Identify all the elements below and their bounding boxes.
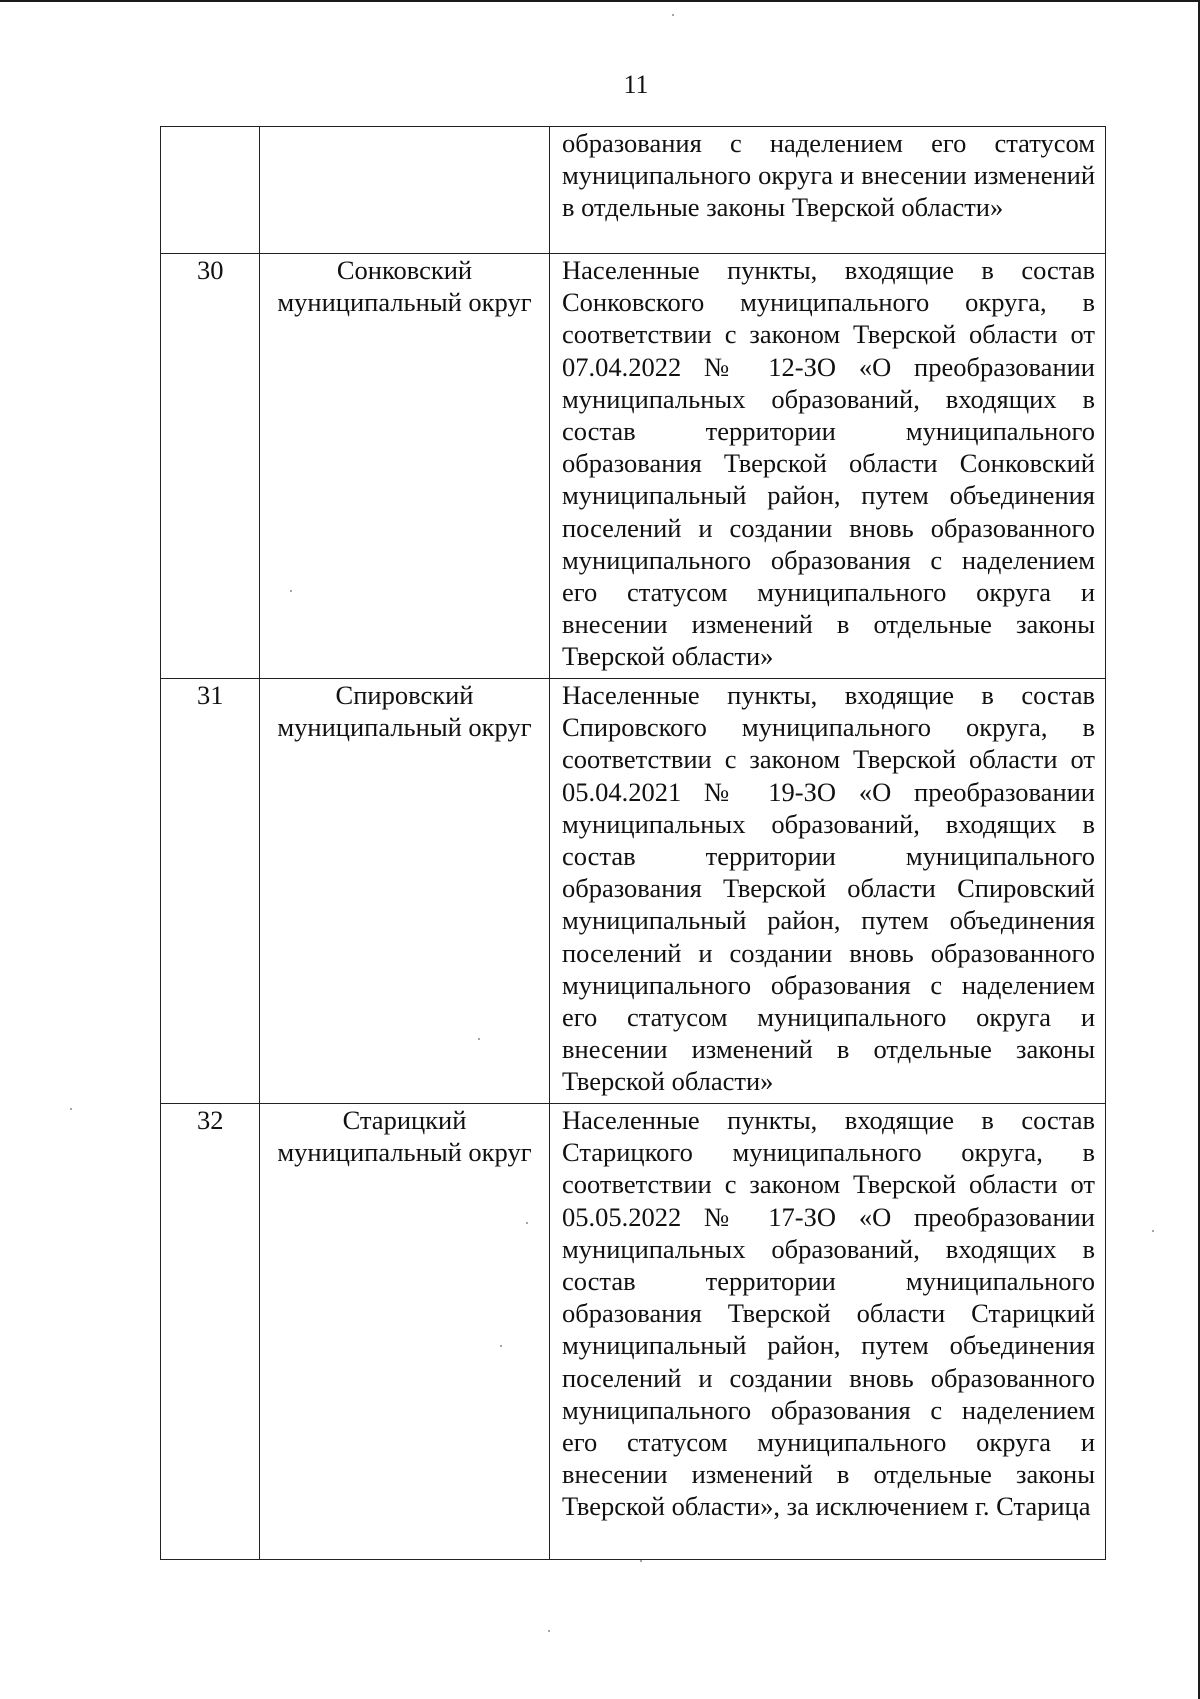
scan-speck — [640, 1560, 642, 1562]
scan-top-edge — [0, 0, 1200, 2]
row-number-cell: 32 — [161, 1104, 260, 1560]
scan-speck — [526, 1222, 528, 1224]
settlements-table — [160, 126, 1106, 1560]
scan-speck — [500, 1345, 502, 1347]
page-number: 11 — [623, 70, 649, 99]
scan-speck — [478, 1038, 480, 1040]
settlements-description-cell: Населенные пункты, входящие в состав Сонковского муниципального округа, в соответствии с законом Тверской области от 07.04.2022 № 12-ЗО «О преобразовании муниципальных образований, входящих в состав территории муниципального образования Тверской области Сонковский муниципальный район, путем объединения поселений и создании вновь образованного муниципального образования с наделением его статусом муниципального округа и внесении изменений в отдельные законы Тверской области» — [550, 254, 1106, 679]
settlements-description-cell: образования с наделением его статусом муниципального округа и внесении изменений в отдельные законы Тверской области» — [550, 127, 1106, 254]
row-number-cell — [161, 127, 260, 254]
table-row — [161, 679, 1106, 1104]
scan-speck — [672, 14, 674, 16]
scan-speck — [1152, 1230, 1154, 1232]
scan-speck — [548, 1630, 550, 1632]
scan-speck — [290, 590, 292, 592]
municipality-name-cell: Старицкий муниципальный округ — [260, 1104, 550, 1560]
municipality-name-cell: Сонковский муниципальный округ — [260, 254, 550, 679]
table-row — [161, 127, 1106, 254]
settlements-description-cell: Населенные пункты, входящие в состав Спировского муниципального округа, в соответствии с законом Тверской области от 05.04.2021 № 19-ЗО «О преобразовании муниципальных образований, входящих в состав территории муниципального образования Тверской области Спировский муниципальный район, путем объединения поселений и создании вновь образованного муниципального образования с наделением его статусом муниципального округа и внесении изменений в отдельные законы Тверской области» — [550, 679, 1106, 1104]
row-number-cell: 31 — [161, 679, 260, 1104]
scan-speck — [70, 1108, 72, 1110]
table-row — [161, 254, 1106, 679]
municipality-name-cell: Спировский муниципальный округ — [260, 679, 550, 1104]
settlements-description-cell: Населенные пункты, входящие в состав Старицкого муниципального округа, в соответствии с законом Тверской области от 05.05.2022 № 17-ЗО «О преобразовании муниципальных образований, входящих в состав территории муниципального образования Тверской области Старицкий муниципальный район, путем объединения поселений и создании вновь образованного муниципального образования с наделением его статусом муниципального округа и внесении изменений в отдельные законы Тверской области», за исключением г. Старица — [550, 1104, 1106, 1560]
municipality-name-cell — [260, 127, 550, 254]
table-row — [161, 1104, 1106, 1560]
row-number-cell: 30 — [161, 254, 260, 679]
